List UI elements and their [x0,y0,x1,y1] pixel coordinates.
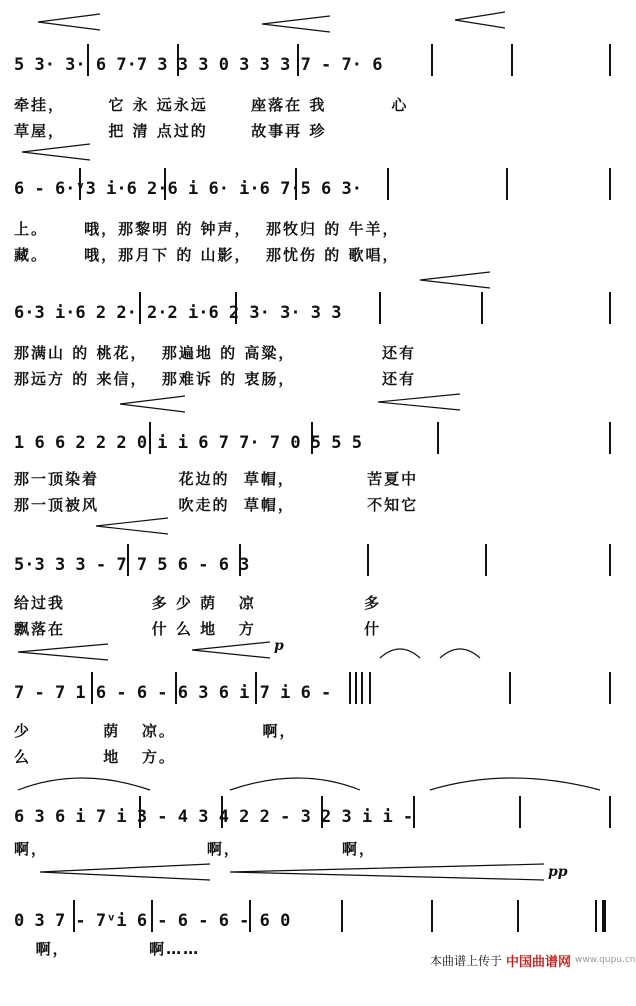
dynamic-mark: pp [548,864,568,880]
notes-3: 6·3 i·6 2 2· 2·2 i·6 2 3· 3· 3 3 [14,303,342,323]
score-system-2 [0,138,628,288]
score-system-1 [0,8,628,158]
lyric-line-1: 那一顶染着 花边的 草帽， 苦夏中 [14,470,419,488]
notes-7: 6 3 6 i 7 i 3 - 4 3 4 2 2 - 3 2 3 i i - [14,807,414,827]
footer-text: 本曲谱上传于 [430,953,503,968]
score-system-6 [0,636,628,786]
lyric-line-1: 少 荫 凉。 啊， [14,722,297,740]
lyric-line-2: 么 地 方。 [14,748,176,766]
notation-line-2 [0,138,628,288]
notes-2: 6 - 6·ᵛ3 i·6 2·6 i 6· i·6 7·5 6 3· [14,179,362,199]
lyric-line-1: 牵挂， 它 永 远永远 座落在 我 心 [14,96,409,114]
lyric-line-2: 飘落在 什 么 地 方 什 [14,620,382,638]
lyric-line-1: 那满山 的 桃花， 那遍地 的 高粱， 还有 [14,344,417,362]
notes-4: 1 6 6 2 2 2 0 i i 6 7 7· 7 0 5 5 5 [14,433,362,453]
lyric-line-2: 藏。 哦，那月下 的 山影， 那忧伤 的 歌唱， [14,246,400,264]
notes-8: 0 3 7 - 7ᵛi 6 - 6 - 6 - 6 0 [14,911,291,931]
notation-line-8 [0,856,628,1006]
notes-6: 7 - 7 1 6 - 6 - 6 3 6 i 7 i 6 - [14,683,332,703]
lyric-line-1: 啊， 啊…… [14,940,201,958]
dynamic-mark: p [274,638,284,654]
lyric-line-1: 啊， 啊， 啊， [14,840,376,858]
lyric-line-2: 那远方 的 来信， 那难诉 的 衷肠， 还有 [14,370,417,388]
lyric-line-1: 给过我 多 少 荫 凉 多 [14,594,382,612]
notes-5: 5·3 3 3 - 7 7 5 6 - 6 3 [14,555,250,575]
site-domain: www.qupu.cn [575,955,636,965]
upload-footer [430,948,636,972]
lyric-line-2: 草屋， 把 清 点过的 故事再 珍 [14,122,327,140]
lyric-line-2: 那一顶被风 吹走的 草帽， 不知它 [14,496,419,514]
score-system-8 [0,856,628,1006]
lyric-line-1: 上。 哦，那黎明 的 钟声， 那牧归 的 牛羊， [14,220,400,238]
notes-1: 5 3· 3· 6 7·7 3 3 3 0 3 3 3 7 - 7· 6 [14,55,383,75]
site-logo: 中国曲谱网 [506,954,572,970]
